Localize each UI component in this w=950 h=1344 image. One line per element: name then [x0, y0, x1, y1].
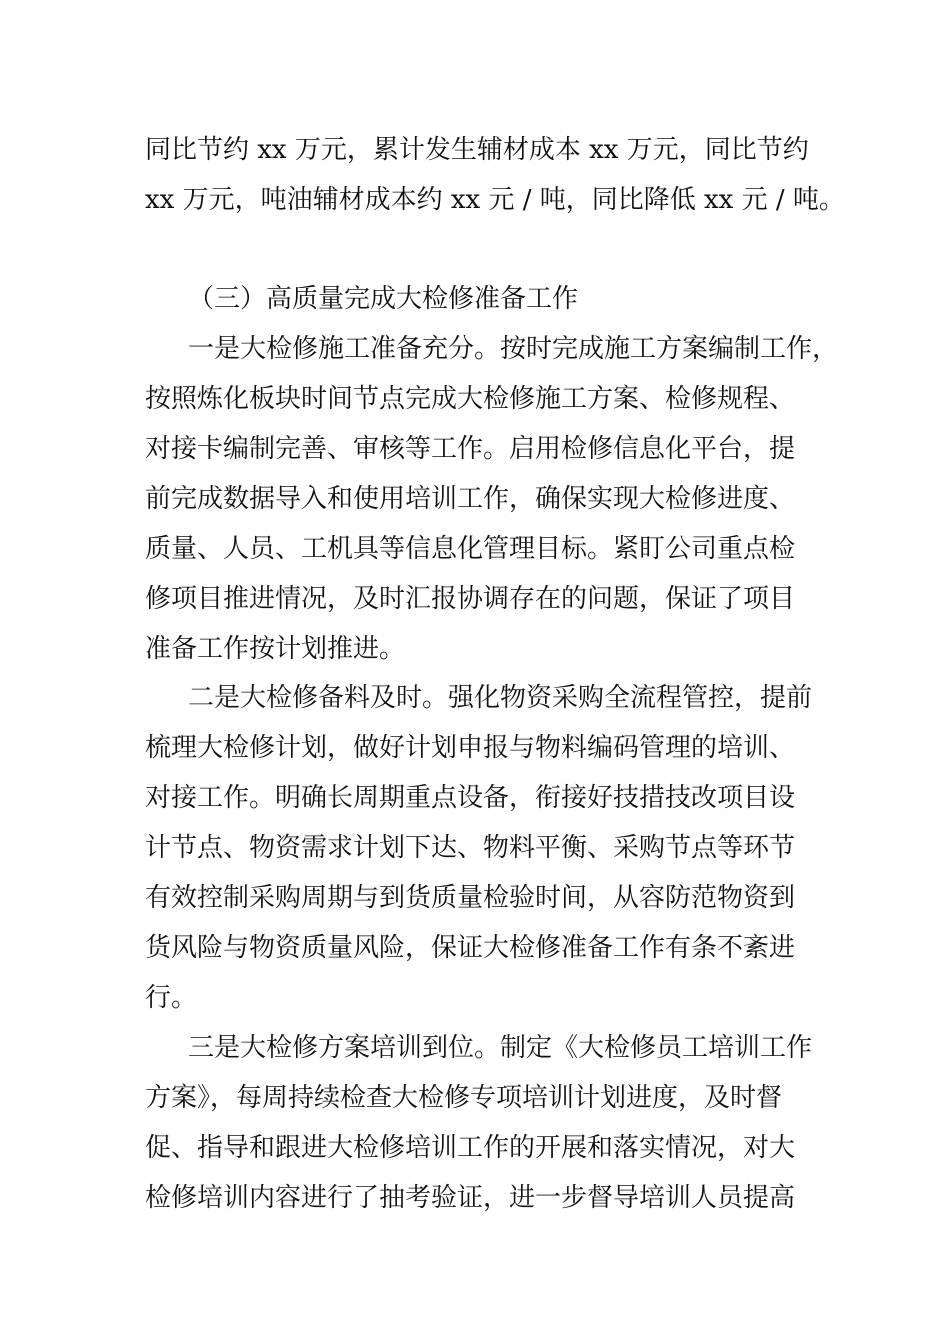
paragraph-2-line-4: 计节点、物资需求计划下达、物料平衡、采购节点等环节 [145, 833, 796, 863]
paragraph-3-line-1: 三是大检修方案培训到位。制定《大检修员工培训工作 [188, 1033, 813, 1063]
paragraph-1-line-2: 按照炼化板块时间节点完成大检修施工方案、检修规程、 [145, 384, 796, 414]
paragraph-1-line-6: 修项目推进情况，及时汇报协调存在的问题，保证了项目 [145, 584, 796, 614]
paragraph-1-line-4: 前完成数据导入和使用培训工作，确保实现大检修进度、 [145, 484, 796, 514]
paragraph-2-line-7: 行。 [145, 983, 198, 1013]
intro-line-2: xx 万元，吨油辅材成本约 xx 元 / 吨，同比降低 xx 元 / 吨。 [145, 185, 845, 215]
paragraph-3-line-3: 促、指导和跟进大检修培训工作的开展和落实情况，对大 [145, 1133, 796, 1163]
paragraph-2-line-5: 有效控制采购周期与到货质量检验时间，从容防范物资到 [145, 883, 796, 913]
paragraph-2-line-2: 梳理大检修计划，做好计划申报与物料编码管理的培训、 [145, 733, 796, 763]
paragraph-3-line-4: 检修培训内容进行了抽考验证，进一步督导培训人员提高 [145, 1183, 796, 1213]
paragraph-2-line-3: 对接工作。明确长周期重点设备，衔接好技措技改项目设 [145, 783, 796, 813]
intro-line-1: 同比节约 xx 万元，累计发生辅材成本 xx 万元，同比节约 [145, 135, 809, 165]
section-heading: （三）高质量完成大检修准备工作 [188, 284, 579, 314]
paragraph-1-line-5: 质量、人员、工机具等信息化管理目标。紧盯公司重点检 [145, 534, 796, 564]
paragraph-1-line-7: 准备工作按计划推进。 [145, 634, 406, 664]
paragraph-2-line-6: 货风险与物资质量风险，保证大检修准备工作有条不紊进 [145, 933, 796, 963]
paragraph-1-line-3: 对接卡编制完善、审核等工作。启用检修信息化平台，提 [145, 434, 796, 464]
paragraph-3-line-2: 方案》，每周持续检查大检修专项培训计划进度，及时督 [145, 1083, 783, 1113]
paragraph-1-line-1: 一是大检修施工准备充分。按时完成施工方案编制工作， [188, 334, 839, 364]
paragraph-2-line-1: 二是大检修备料及时。强化物资采购全流程管控，提前 [188, 683, 813, 713]
